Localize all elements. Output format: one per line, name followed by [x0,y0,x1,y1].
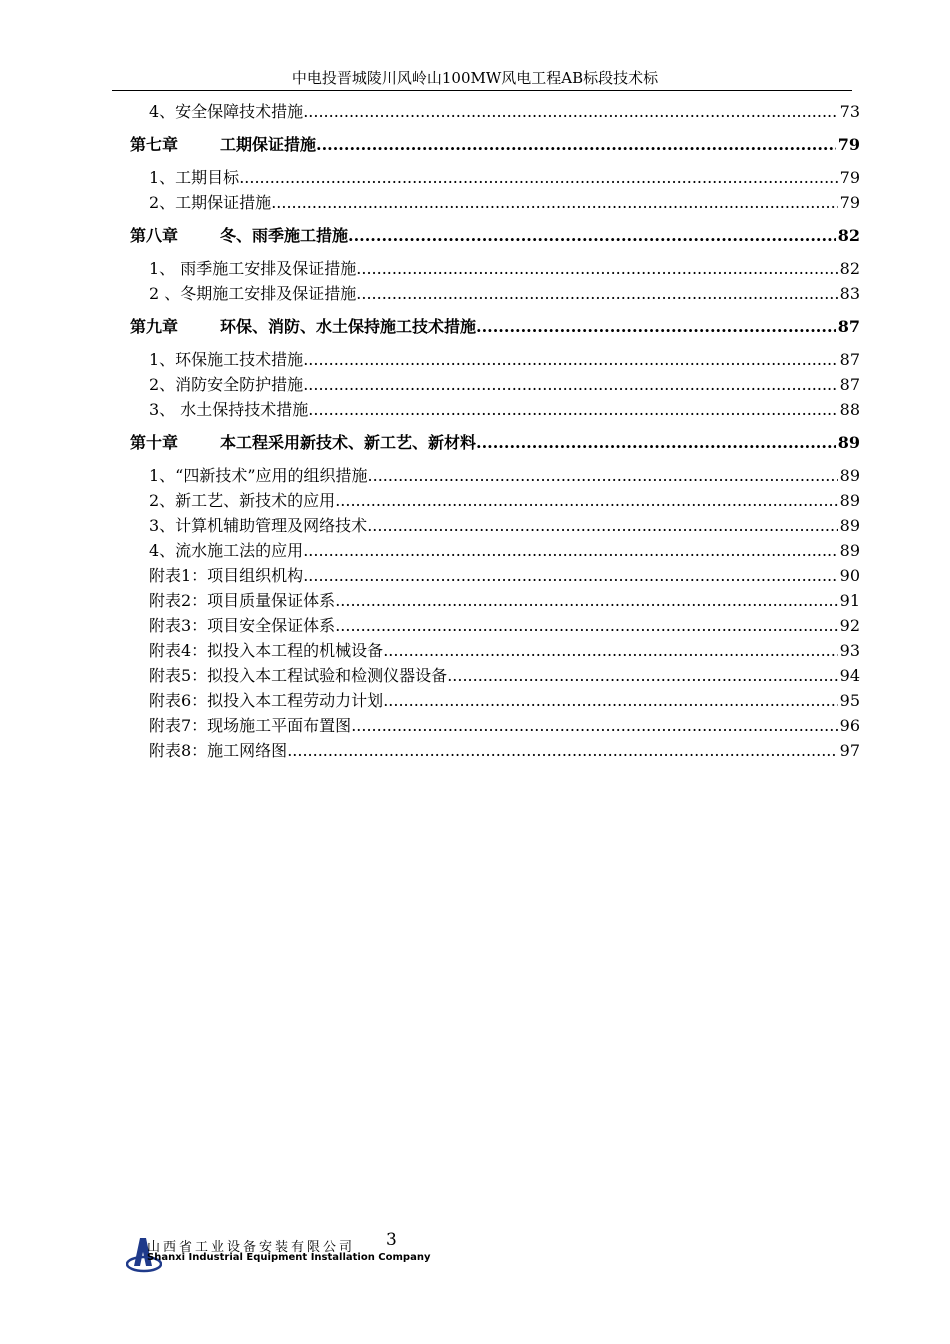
toc-dot-leader [239,165,837,190]
toc-entry-label: 3、 水土保持技术措施 [149,400,309,419]
toc-dot-leader [476,429,836,457]
toc-entry-label: 附表5：拟投入本工程试验和检测仪器设备 [149,666,448,685]
toc-entry-label: 附表2：项目质量保证体系 [149,591,336,610]
toc-dot-leader [303,538,837,563]
toc-page-number: 87 [839,350,860,369]
toc-entry-label: 工期保证措施 [220,135,317,154]
toc-entry-row[interactable] [130,372,860,397]
toc-entry-row[interactable] [130,256,860,281]
toc-entry-row[interactable] [130,347,860,372]
toc-chapter-row[interactable] [130,222,860,250]
toc-entry-label: 附表4：拟投入本工程的机械设备 [149,641,384,660]
toc-entry-label: 附表6：拟投入本工程劳动力计划 [149,691,384,710]
toc-dot-leader [356,256,837,281]
toc-dot-leader [303,347,837,372]
toc-entry-label: 冬、雨季施工措施 [220,226,349,245]
table-of-contents [130,99,860,763]
toc-page-number: 91 [839,591,860,610]
toc-page-number: 82 [837,226,860,245]
toc-page-number: 89 [839,541,860,560]
toc-dot-leader [335,488,837,513]
toc-page-number: 79 [839,193,860,212]
toc-page-number: 90 [839,566,860,585]
toc-page-number: 87 [837,317,860,336]
toc-page-number: 92 [839,616,860,635]
toc-dot-leader [351,713,837,738]
toc-page-number: 89 [839,466,860,485]
toc-entry-row[interactable] [130,99,860,124]
toc-entry-label: 环保、消防、水土保持施工技术措施 [220,317,477,336]
toc-page-number: 88 [839,400,860,419]
toc-dot-leader [476,313,836,341]
toc-entry-label: 4、流水施工法的应用 [149,541,304,560]
toc-entry-label: 2、工期保证措施 [149,193,272,212]
company-name-en: Shanxi Industrial Equipment Installation Company [147,1252,431,1263]
toc-page-number: 95 [839,691,860,710]
header-rule [112,90,852,91]
toc-page-number: 79 [837,135,860,154]
toc-page-number: 93 [839,641,860,660]
toc-dot-leader [287,738,837,763]
toc-entry-row[interactable] [130,588,860,613]
toc-chapter-row[interactable] [130,429,860,457]
toc-dot-leader [368,463,838,488]
toc-entry-row[interactable] [130,688,860,713]
toc-dot-leader [367,513,837,538]
toc-entry-label: 附表3：项目安全保证体系 [149,616,336,635]
toc-chapter-number: 第八章 [130,226,179,245]
toc-dot-leader [303,99,837,124]
toc-entry-row[interactable] [130,513,860,538]
toc-page-number: 87 [839,375,860,394]
toc-entry-row[interactable] [130,397,860,422]
toc-entry-row[interactable] [130,488,860,513]
toc-page-number: 73 [839,102,860,121]
toc-entry-row[interactable] [130,538,860,563]
toc-page-number: 94 [839,666,860,685]
toc-entry-row[interactable] [130,738,860,763]
page-number: 3 [386,1230,397,1250]
toc-entry-row[interactable] [130,713,860,738]
toc-dot-leader [356,281,837,306]
toc-entry-label: 1、 雨季施工安排及保证措施 [149,259,357,278]
toc-entry-row[interactable] [130,463,860,488]
company-name-cn: 山西省工业设备安装有限公司 [147,1240,356,1255]
toc-page-number: 97 [839,741,860,760]
toc-dot-leader [447,663,837,688]
toc-page-number: 89 [839,516,860,535]
toc-entry-label: 1、环保施工技术措施 [149,350,304,369]
toc-entry-label: 1、工期目标 [149,168,240,187]
toc-dot-leader [348,222,836,250]
toc-chapter-row[interactable] [130,313,860,341]
toc-chapter-number: 第七章 [130,135,179,154]
toc-entry-row[interactable] [130,663,860,688]
toc-chapter-row[interactable] [130,131,860,159]
toc-chapter-number: 第九章 [130,317,179,336]
toc-page-number: 89 [837,433,860,452]
toc-dot-leader [383,638,837,663]
toc-entry-row[interactable] [130,281,860,306]
toc-entry-label: 3、计算机辅助管理及网络技术 [149,516,368,535]
toc-entry-label: 附表1：项目组织机构 [149,566,304,585]
toc-page-number: 83 [839,284,860,303]
toc-chapter-number: 第十章 [130,433,179,452]
toc-entry-label: 2 、冬期施工安排及保证措施 [149,284,357,303]
toc-entry-row[interactable] [130,613,860,638]
toc-entry-label: 1、“四新技术”应用的组织措施 [149,466,368,485]
toc-entry-label: 2、消防安全防护措施 [149,375,304,394]
toc-dot-leader [303,563,837,588]
toc-entry-label: 2、新工艺、新技术的应用 [149,491,336,510]
toc-entry-row[interactable] [130,638,860,663]
toc-entry-label: 本工程采用新技术、新工艺、新材料 [220,433,477,452]
toc-page-number: 89 [839,491,860,510]
toc-dot-leader [308,397,837,422]
toc-page-number: 79 [839,168,860,187]
toc-dot-leader [316,131,836,159]
toc-entry-label: 附表7：现场施工平面布置图 [149,716,352,735]
toc-page-number: 96 [839,716,860,735]
toc-entry-label: 4、安全保障技术措施 [149,102,304,121]
toc-dot-leader [335,613,837,638]
toc-entry-label: 附表8：施工网络图 [149,741,288,760]
toc-entry-row[interactable] [130,165,860,190]
toc-dot-leader [335,588,837,613]
toc-dot-leader [271,190,837,215]
toc-dot-leader [303,372,837,397]
toc-entry-row[interactable] [130,190,860,215]
page-header-title: 中电投晋城陵川风岭山100MW风电工程AB标段技术标 [291,69,659,87]
toc-entry-row[interactable] [130,563,860,588]
toc-dot-leader [383,688,837,713]
toc-page-number: 82 [839,259,860,278]
